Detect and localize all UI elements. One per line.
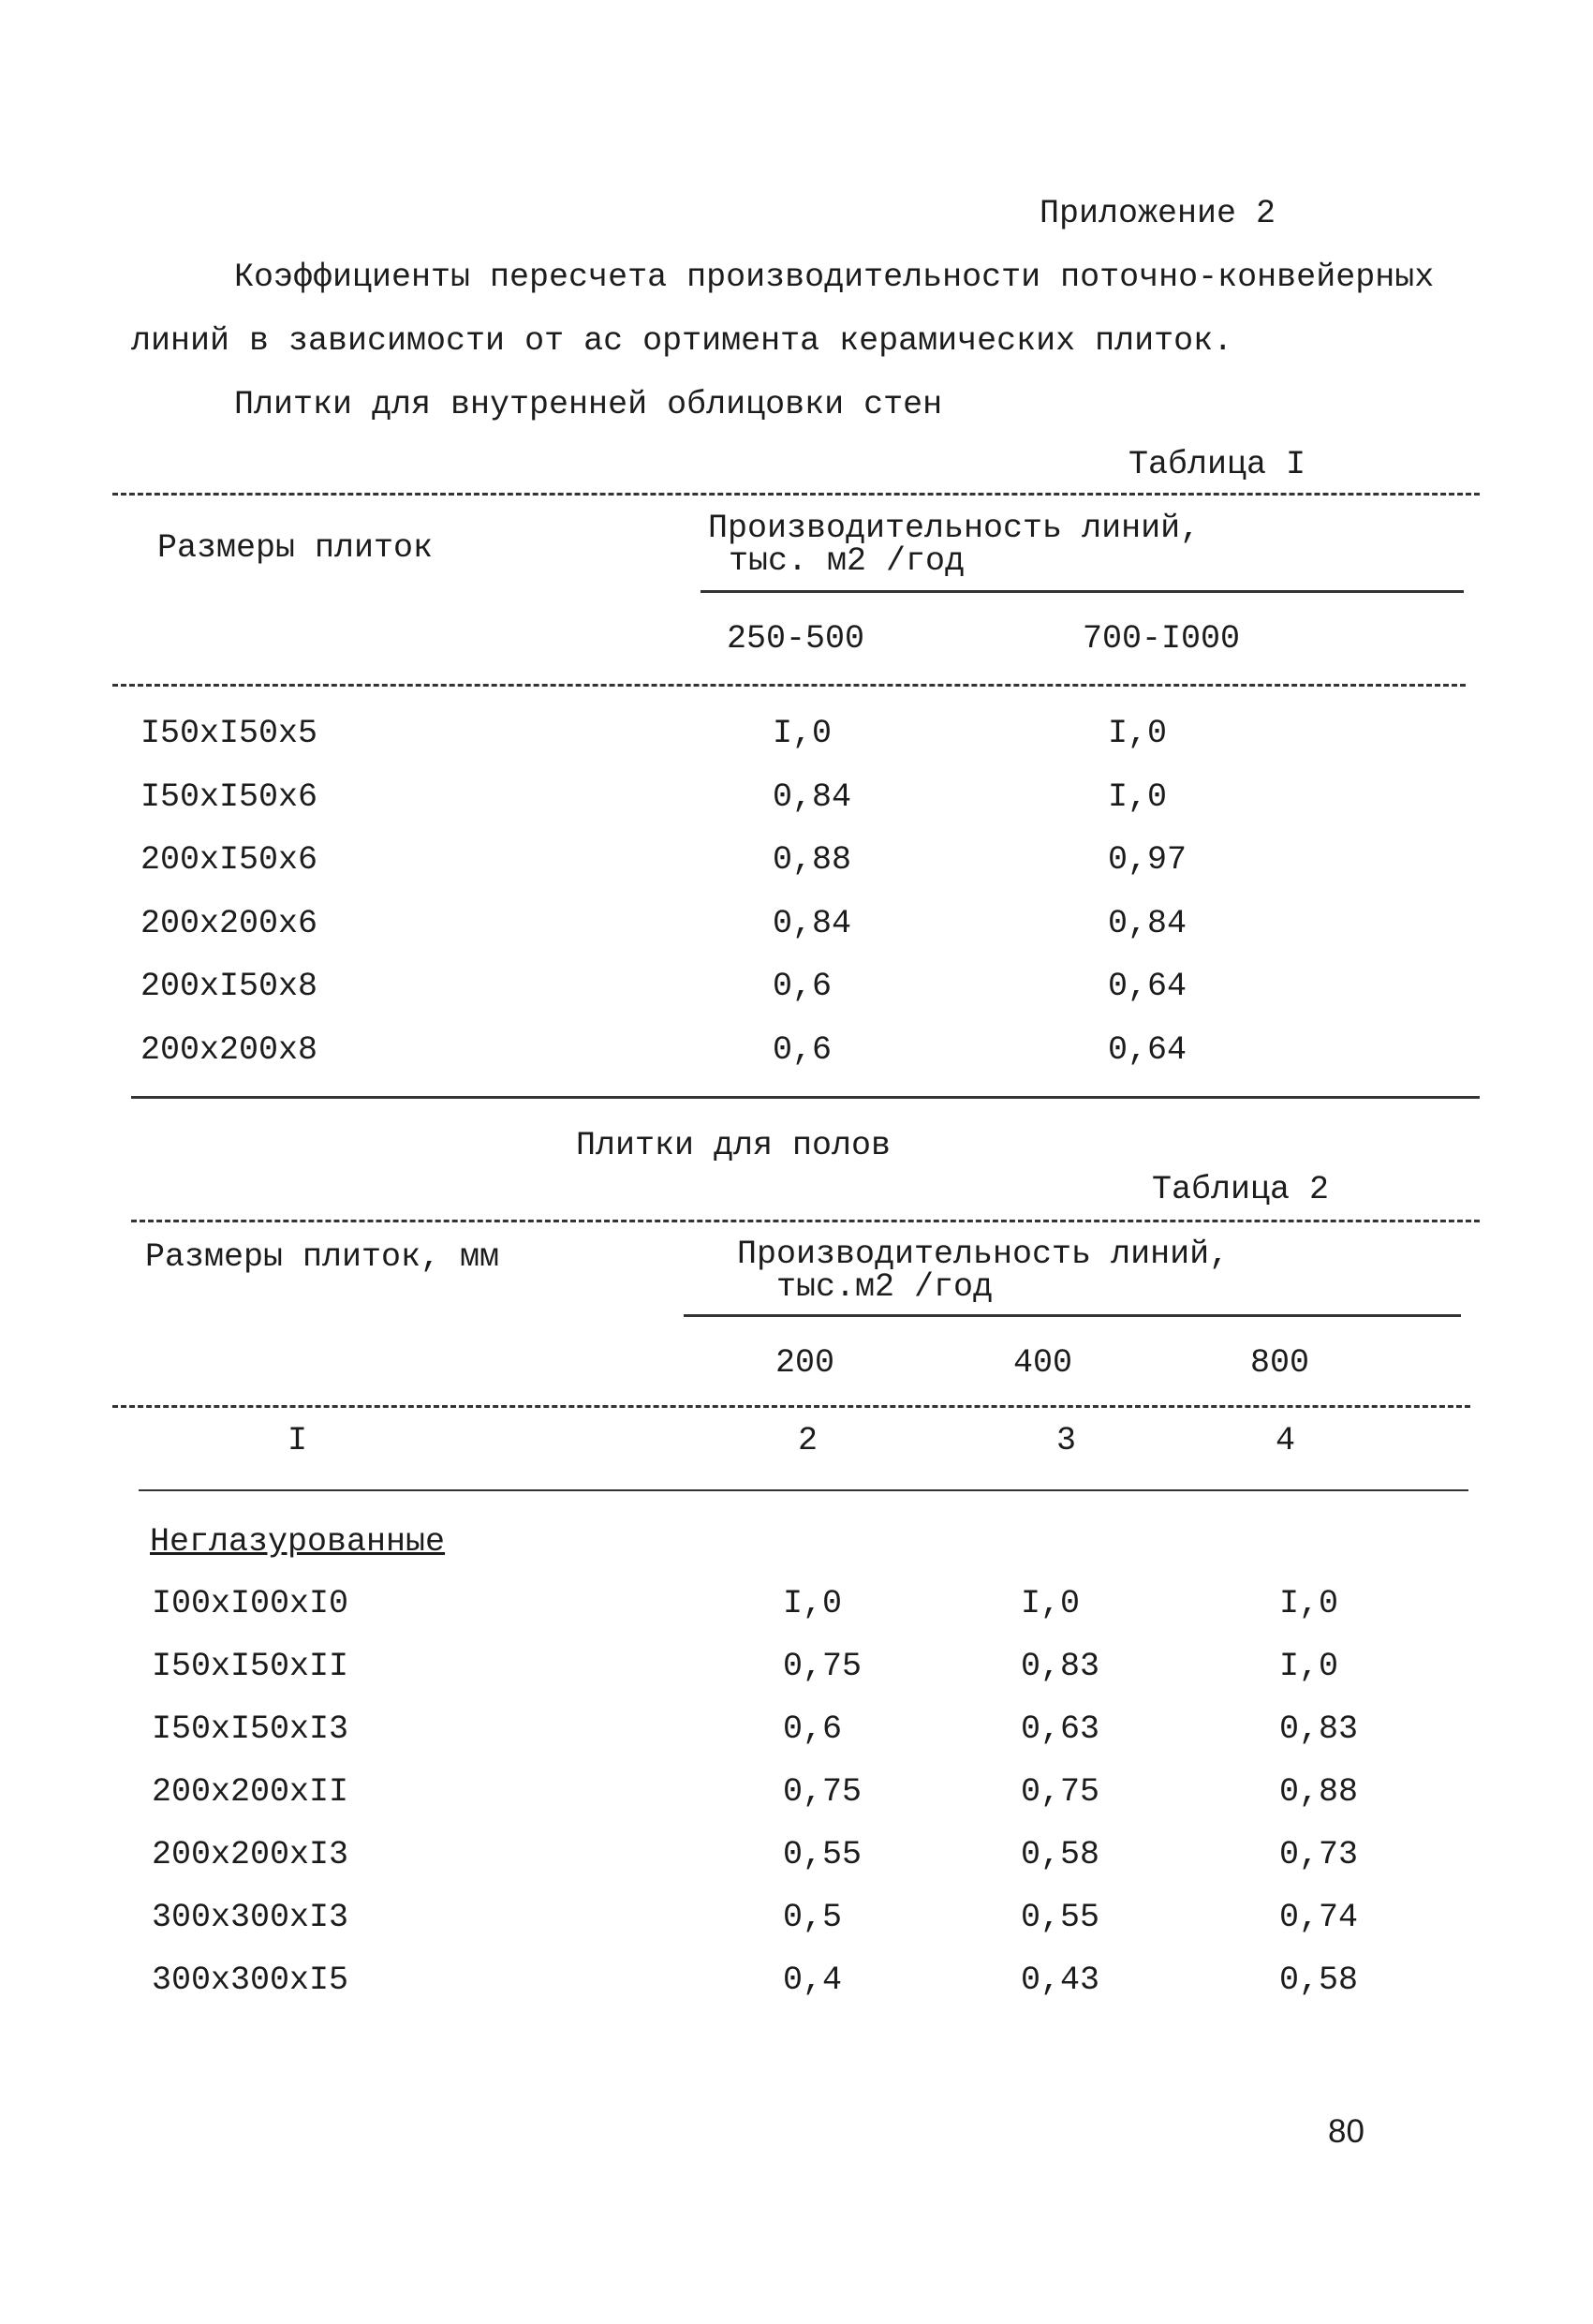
section1-heading: Плитки для внутренней облицовки стен <box>234 386 943 423</box>
table2-col-number-4: 4 <box>1276 1422 1296 1459</box>
table2-col-header-size: Размеры плиток, мм <box>145 1238 500 1276</box>
row-value-3: 0,73 <box>1279 1836 1359 1873</box>
row-value-2: I,0 <box>1021 1585 1081 1622</box>
row-value-2: 0,55 <box>1021 1899 1100 1936</box>
table1-perf-line2: тыс. м2 /год <box>729 542 966 580</box>
row-size: I00xI00xI0 <box>152 1585 349 1622</box>
row-value-3: 0,74 <box>1279 1899 1359 1936</box>
row-value-1: I,0 <box>773 715 833 752</box>
table1-bottom-rule <box>131 1096 1480 1099</box>
section2-heading: Плитки для полов <box>576 1127 892 1164</box>
row-size: 200xI50x6 <box>140 841 318 879</box>
table1-perf-line1: Производительность линий, <box>708 510 1201 547</box>
table2-top-rule <box>131 1220 1480 1222</box>
table2-group-label: Неглазурованные <box>150 1523 446 1561</box>
row-value-2: 0,43 <box>1021 1961 1100 1999</box>
row-value-1: I,0 <box>783 1585 843 1622</box>
row-value-2: I,0 <box>1108 715 1168 752</box>
table2-header-rule <box>684 1314 1461 1317</box>
table2-col-number-3: 3 <box>1056 1422 1077 1459</box>
row-value-3: I,0 <box>1279 1648 1339 1685</box>
table2-subheader-1: 200 <box>775 1344 835 1382</box>
row-value-3: 0,83 <box>1279 1710 1359 1748</box>
page-number: 80 <box>1328 2113 1364 2150</box>
row-value-3: 0,58 <box>1279 1961 1359 1999</box>
row-value-1: 0,88 <box>773 841 852 879</box>
row-value-3: 0,88 <box>1279 1773 1359 1811</box>
row-size: 200x200xI3 <box>152 1836 349 1873</box>
table2-col-number-1: I <box>288 1422 308 1459</box>
table2-perf-line1: Производительность линий, <box>737 1236 1230 1273</box>
table1-header-rule <box>701 590 1464 593</box>
table1-top-rule <box>112 493 1480 496</box>
row-value-2: 0,83 <box>1021 1648 1100 1685</box>
row-value-2: 0,97 <box>1108 841 1187 879</box>
row-value-1: 0,6 <box>773 1031 833 1069</box>
row-value-1: 0,55 <box>783 1836 863 1873</box>
row-size: 300x300xI5 <box>152 1961 349 1999</box>
table2-label: Таблица 2 <box>1152 1171 1330 1208</box>
row-size: 300x300xI3 <box>152 1899 349 1936</box>
table1-body-rule <box>112 684 1466 687</box>
document-title-line2: линий в зависимости от ас ортимента керамических плиток. <box>131 322 1233 360</box>
table2-col-number-2: 2 <box>798 1422 819 1459</box>
row-value-1: 0,5 <box>783 1899 843 1936</box>
row-size: 200x200x6 <box>140 905 318 942</box>
row-value-1: 0,6 <box>773 968 833 1005</box>
table2-subheader-rule <box>112 1405 1470 1408</box>
row-value-2: I,0 <box>1108 778 1168 816</box>
row-value-2: 0,64 <box>1108 1031 1187 1069</box>
row-value-2: 0,63 <box>1021 1710 1100 1748</box>
row-value-2: 0,64 <box>1108 968 1187 1005</box>
table1-subheader-1: 250-500 <box>727 620 865 658</box>
row-size: I50xI50xII <box>152 1648 349 1685</box>
row-value-2: 0,84 <box>1108 905 1187 942</box>
table1-col-header-size: Размеры плиток <box>157 529 434 567</box>
appendix-label: Приложение 2 <box>1040 195 1276 232</box>
table2-subheader-3: 800 <box>1250 1344 1310 1382</box>
table1-col-header-perf <box>708 512 1200 578</box>
row-size: I50xI50x6 <box>140 778 318 816</box>
table2-subheader-2: 400 <box>1013 1344 1073 1382</box>
table2-body-rule <box>139 1489 1468 1491</box>
row-value-1: 0,6 <box>783 1710 843 1748</box>
document-title-line1: Коэффициенты пересчета производительности поточно-конвейерных <box>234 259 1435 296</box>
row-size: I50xI50x5 <box>140 715 318 752</box>
row-size: I50xI50xI3 <box>152 1710 349 1748</box>
row-size: 200x200xII <box>152 1773 349 1811</box>
row-value-1: 0,4 <box>783 1961 843 1999</box>
table2-col-header-perf <box>737 1238 1229 1304</box>
row-value-2: 0,58 <box>1021 1836 1100 1873</box>
table1-subheader-2: 700-I000 <box>1083 620 1241 658</box>
row-value-1: 0,84 <box>773 905 852 942</box>
row-value-3: I,0 <box>1279 1585 1339 1622</box>
row-value-1: 0,75 <box>783 1773 863 1811</box>
row-value-1: 0,84 <box>773 778 852 816</box>
row-size: 200xI50x8 <box>140 968 318 1005</box>
row-value-1: 0,75 <box>783 1648 863 1685</box>
table1-label: Таблица I <box>1128 446 1306 483</box>
table2-perf-line2: тыс.м2 /год <box>776 1268 994 1306</box>
row-value-2: 0,75 <box>1021 1773 1100 1811</box>
row-size: 200x200x8 <box>140 1031 318 1069</box>
